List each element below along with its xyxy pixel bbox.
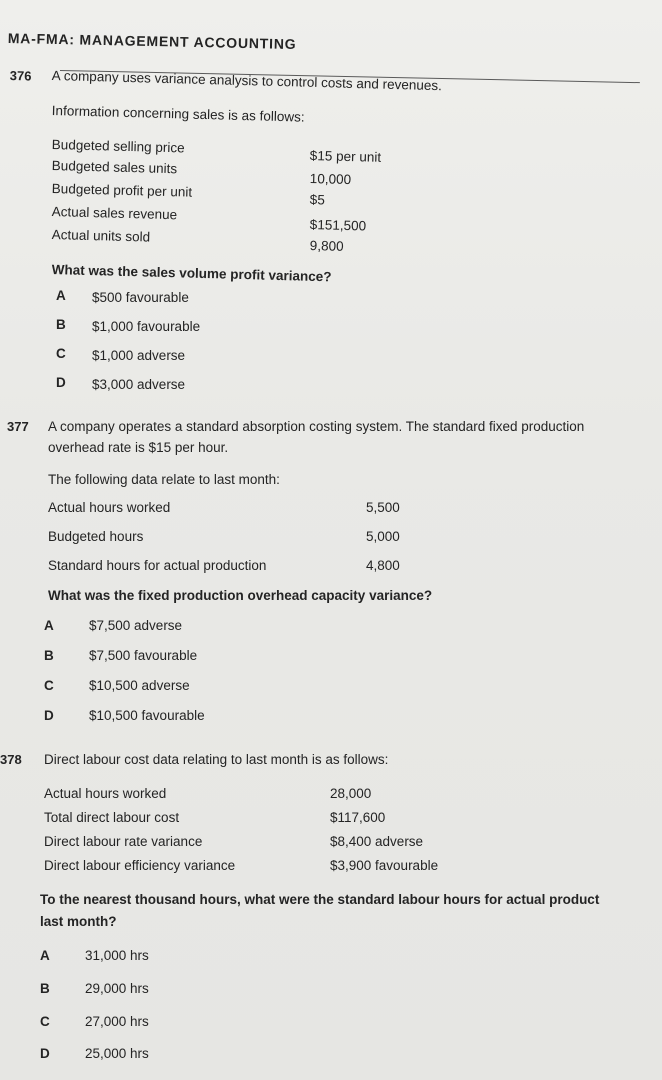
- data-row-value: $117,600: [330, 810, 386, 825]
- question-text: To the nearest thousand hours, what were the standard labour hours for actual product: [40, 892, 600, 907]
- data-row-value: $8,400 adverse: [330, 834, 424, 849]
- option-a[interactable]: $7,500 adverse: [89, 618, 183, 633]
- data-row-label: Direct labour rate variance: [44, 834, 203, 849]
- option-letter: B: [40, 981, 50, 996]
- data-row-value: 28,000: [330, 786, 372, 801]
- data-row-label: Actual sales revenue: [51, 204, 178, 223]
- data-row-value: $151,500: [309, 217, 367, 234]
- question-intro: Direct labour cost data relating to last month is as follows:: [44, 752, 389, 767]
- question-intro: A company uses variance analysis to control costs and revenues.: [51, 68, 443, 94]
- question-number: 376: [9, 68, 32, 84]
- data-row-value: 10,000: [309, 171, 352, 188]
- question-intro: overhead rate is $15 per hour.: [48, 440, 229, 455]
- data-row-value: 9,800: [309, 238, 344, 254]
- question-text: What was the sales volume profit variance?: [51, 262, 332, 285]
- option-letter: B: [44, 648, 54, 663]
- question-text-continued: last month?: [40, 914, 117, 929]
- option-a[interactable]: 31,000 hrs: [85, 948, 149, 963]
- question-number: 378: [0, 752, 22, 767]
- option-b[interactable]: 29,000 hrs: [85, 981, 149, 996]
- option-d[interactable]: 25,000 hrs: [85, 1046, 149, 1061]
- data-title: The following data relate to last month:: [48, 472, 280, 487]
- option-d[interactable]: $3,000 adverse: [92, 377, 186, 392]
- option-d[interactable]: $10,500 favourable: [89, 708, 205, 723]
- option-letter: D: [40, 1046, 50, 1061]
- question-intro: A company operates a standard absorption costing system. The standard fixed production: [48, 419, 585, 434]
- info-title: Information concerning sales is as follows:: [51, 103, 305, 125]
- option-letter: A: [40, 948, 50, 963]
- data-row-label: Budgeted selling price: [51, 137, 185, 156]
- data-row-label: Total direct labour cost: [44, 810, 180, 825]
- option-b[interactable]: $1,000 favourable: [92, 319, 201, 334]
- data-row-label: Actual hours worked: [48, 500, 171, 515]
- data-row-label: Budgeted sales units: [51, 158, 178, 177]
- data-row-value: 4,800: [366, 558, 400, 573]
- option-letter: C: [56, 346, 66, 361]
- option-letter: D: [44, 708, 54, 723]
- option-c[interactable]: $1,000 adverse: [92, 348, 186, 363]
- option-letter: A: [56, 288, 66, 303]
- option-letter: C: [44, 678, 54, 693]
- question-text: What was the fixed production overhead capacity variance?: [48, 588, 433, 603]
- option-letter: A: [44, 618, 54, 633]
- data-row-label: Budgeted hours: [48, 529, 144, 544]
- option-c[interactable]: 27,000 hrs: [85, 1014, 149, 1029]
- option-letter: D: [56, 375, 66, 390]
- data-row-label: Actual units sold: [51, 227, 151, 245]
- data-row-label: Standard hours for actual production: [48, 558, 267, 573]
- data-row-label: Actual hours worked: [44, 786, 167, 801]
- option-c[interactable]: $10,500 adverse: [89, 678, 190, 693]
- data-row-label: Budgeted profit per unit: [51, 181, 193, 200]
- question-number: 377: [7, 419, 29, 434]
- option-b[interactable]: $7,500 favourable: [89, 648, 198, 663]
- option-letter: B: [56, 317, 66, 332]
- data-row-value: 5,500: [366, 500, 400, 515]
- data-row-value: $3,900 favourable: [330, 858, 439, 873]
- option-a[interactable]: $500 favourable: [92, 290, 189, 305]
- data-row-value: 5,000: [366, 529, 400, 544]
- data-row-value: $5: [309, 192, 326, 208]
- data-row-value: $15 per unit: [309, 148, 382, 165]
- data-row-label: Direct labour efficiency variance: [44, 858, 236, 873]
- page-header: MA-FMA: MANAGEMENT ACCOUNTING: [7, 30, 297, 53]
- option-letter: C: [40, 1014, 50, 1029]
